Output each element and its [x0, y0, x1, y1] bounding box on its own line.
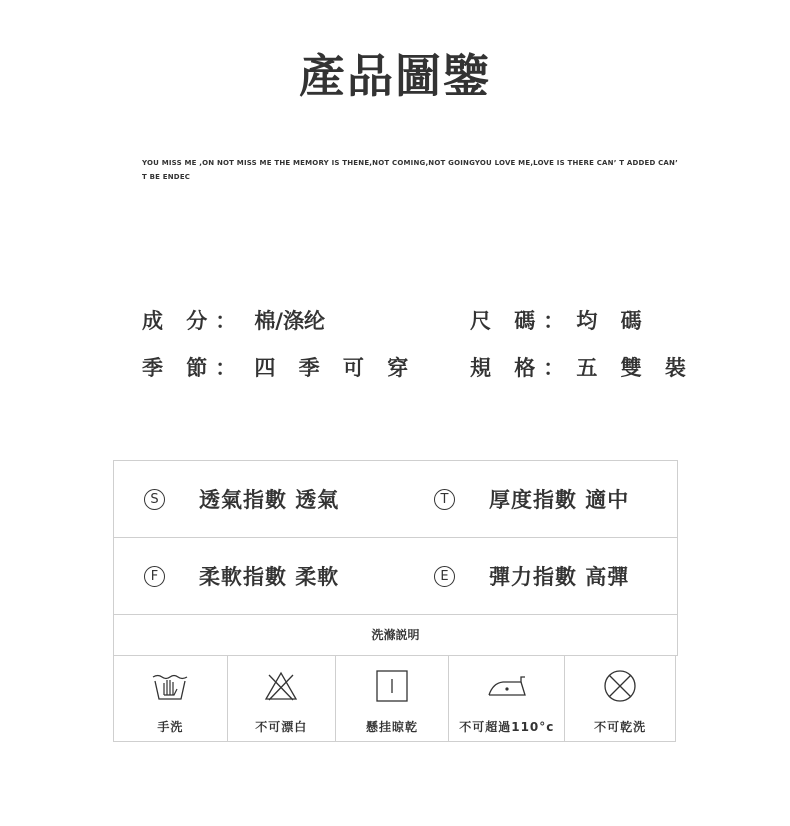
care-item-no-bleach [228, 655, 336, 741]
f-badge-icon: F [144, 566, 165, 587]
spec-material [142, 305, 325, 335]
index-row [114, 538, 677, 615]
care-label: 懸挂晾乾 [366, 720, 419, 734]
spec-package-label: 規 格： [470, 356, 573, 380]
iron-icon [485, 669, 529, 703]
spec-package-value: 五 雙 裝 [576, 356, 694, 380]
index-elasticity-text: 彈力指數 高彈 [489, 565, 630, 589]
t-badge-icon: T [434, 489, 455, 510]
index-elasticity [434, 538, 629, 614]
spec-material-value: 棉/涤纶 [254, 309, 325, 333]
index-breathability-text: 透氣指數 透氣 [199, 488, 340, 512]
hand-wash-icon [150, 669, 190, 703]
care-label: 不可超過110°c [459, 720, 555, 734]
s-badge-icon: S [144, 489, 165, 510]
e-badge-icon: E [434, 566, 455, 587]
no-dry-clean-icon [600, 669, 640, 703]
index-softness [144, 538, 339, 614]
no-bleach-icon [261, 669, 301, 703]
spec-material-label: 成 分： [142, 309, 245, 333]
care-item-iron [449, 655, 565, 741]
spec-size-value: 均 碼 [576, 309, 650, 333]
care-label: 不可漂白 [255, 720, 308, 734]
spec-season-label: 季 節： [142, 356, 245, 380]
spec-package [470, 352, 694, 382]
spec-size [470, 305, 650, 335]
care-item-no-dry-clean [565, 655, 675, 741]
care-label: 不可乾洗 [594, 720, 647, 734]
index-table [113, 460, 678, 615]
care-grid [113, 655, 676, 742]
tagline-text: YOU MISS ME ,ON NOT MISS ME THE MEMORY IS THENE,NOT COMING,NOT GOINGYOU LOVE ME,LOVE IS THERE CAN’ T ADDED CAN’ T BE ENDEC [142, 159, 678, 181]
care-header: 洗滌説明 [113, 613, 678, 656]
care-item-hand-wash [114, 655, 228, 741]
hang-dry-icon [372, 669, 412, 703]
care-item-hang-dry [336, 655, 450, 741]
index-breathability [144, 461, 339, 537]
spec-season [142, 352, 416, 382]
index-row [114, 461, 677, 538]
spec-season-value: 四 季 可 穿 [254, 356, 417, 380]
spec-size-label: 尺 碼： [470, 309, 573, 333]
page-title: 產品圖鑒 [299, 49, 491, 103]
care-label: 手洗 [157, 720, 184, 734]
index-thickness-text: 厚度指數 適中 [489, 488, 630, 512]
index-softness-text: 柔軟指數 柔軟 [199, 565, 340, 589]
index-thickness [434, 461, 629, 537]
